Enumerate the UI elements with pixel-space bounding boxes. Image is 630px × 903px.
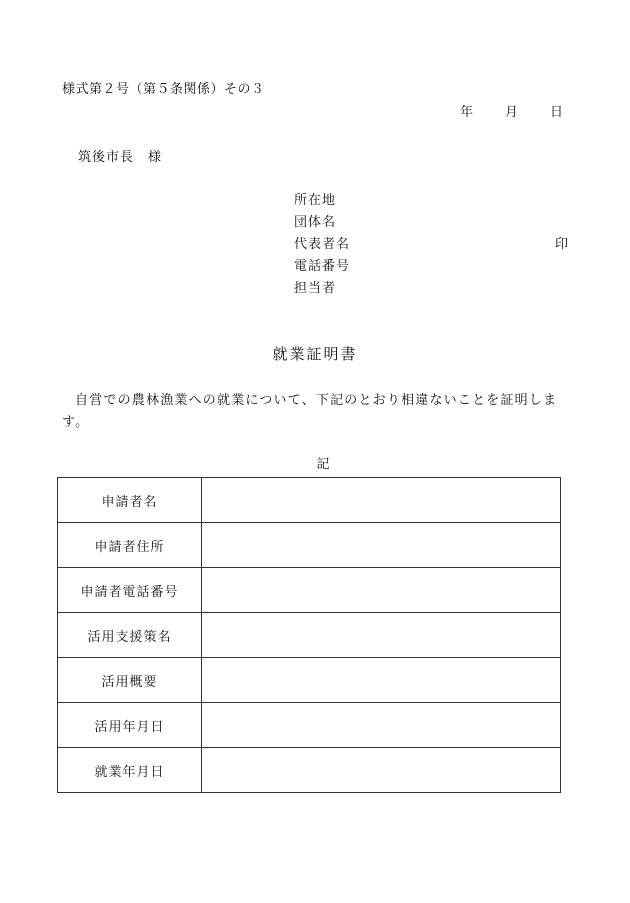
row-label-usage-summary: 活用概要: [58, 658, 202, 703]
row-label-applicant-address: 申請者住所: [58, 523, 202, 568]
row-value-employment-date[interactable]: [202, 748, 561, 793]
detail-table: [57, 477, 561, 793]
table-row: [58, 523, 561, 568]
table-row: [58, 613, 561, 658]
addressee: 筑後市長 様: [78, 150, 163, 165]
table-row: [58, 658, 561, 703]
sender-organization-label: 団体名: [294, 215, 337, 230]
row-value-applicant-name[interactable]: [202, 478, 561, 523]
row-label-support-measure: 活用支援策名: [58, 613, 202, 658]
row-value-usage-date[interactable]: [202, 703, 561, 748]
table-row: [58, 703, 561, 748]
row-value-applicant-phone[interactable]: [202, 568, 561, 613]
table-row: [58, 478, 561, 523]
row-label-employment-date: 就業年月日: [58, 748, 202, 793]
date-day-label: 日: [550, 105, 564, 120]
row-value-applicant-address[interactable]: [202, 523, 561, 568]
row-label-usage-date: 活用年月日: [58, 703, 202, 748]
sender-contact-label: 担当者: [294, 281, 337, 296]
note-heading: 記: [316, 457, 330, 472]
sender-phone-label: 電話番号: [294, 259, 351, 274]
row-value-support-measure[interactable]: [202, 613, 561, 658]
seal-mark: 印: [555, 237, 569, 252]
date-line: [460, 106, 563, 119]
sender-representative-label: 代表者名: [294, 237, 351, 252]
table-row: [58, 568, 561, 613]
date-month-label: 月: [505, 105, 519, 120]
row-label-applicant-name: 申請者名: [58, 478, 202, 523]
date-year-label: 年: [460, 105, 474, 120]
sender-location-label: 所在地: [294, 193, 337, 208]
table-row: [58, 748, 561, 793]
row-label-applicant-phone: 申請者電話番号: [58, 568, 202, 613]
body-text: 自営での農林漁業への就業について、下記のとおり相違ないことを証明します。: [62, 393, 558, 430]
document-title: 就業証明書: [272, 345, 358, 363]
row-value-usage-summary[interactable]: [202, 658, 561, 703]
form-number: 様式第２号（第５条関係）その３: [62, 82, 265, 97]
